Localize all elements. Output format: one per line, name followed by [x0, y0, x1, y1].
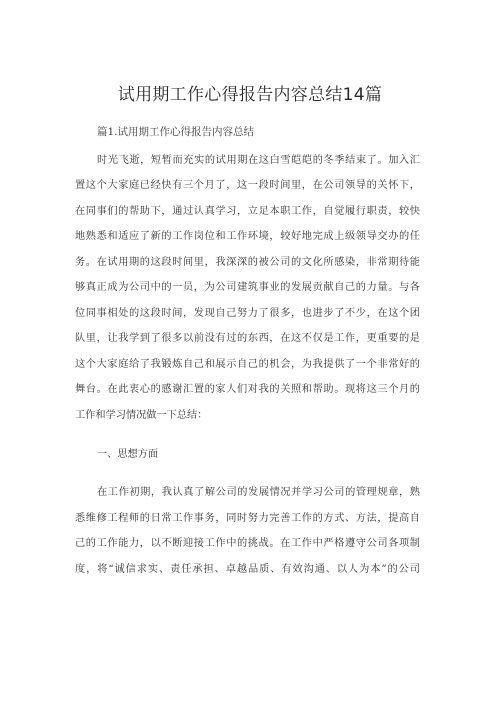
- paragraph-line: 这个大家庭给了我锻炼自己和展示自己的机会，为我提供了一个非常好的: [75, 359, 420, 370]
- paragraph-line: 时光飞逝，短暂而充实的试用期在这白雪皑皑的冬季结束了。加入汇: [97, 155, 420, 166]
- paragraph-line: 够真正成为公司中的一员，为公司建筑事业的发展贡献自己的力量。与各: [75, 282, 420, 293]
- paragraph-line: 度，将“诚信求实、责任承担、卓越品质、有效沟通、以人为本”的公司: [75, 564, 420, 575]
- document-title: 试用期工作心得报告内容总结14篇: [117, 85, 383, 105]
- paragraph-line: 队里，让我学到了很多以前没有过的东西，在这不仅是工作，更重要的是: [75, 333, 420, 344]
- paragraph-line: 舞台。在此衷心的感谢汇置的家人们对我的关照和帮助。现将这三个月的: [75, 384, 420, 395]
- paragraph-line: 位同事相处的这段时间，发现自己努力了很多，也进步了不少，在这个团: [75, 308, 420, 319]
- paragraph-line: 在同事们的帮助下，通过认真学习，立足本职工作，自觉履行职责，较快: [75, 206, 420, 217]
- paragraph-line: 在工作初期，我认真了解公司的发展情况并学习公司的管理规章，熟: [97, 487, 420, 498]
- paragraph-line: 悉维修工程师的日常工作事务，同时努力完善工作的方式、方法，提高自: [75, 513, 420, 524]
- paragraph-line: 地熟悉和适应了新的工作岗位和工作环境，较好地完成上级领导交办的任: [75, 231, 420, 242]
- paragraph-line: 工作和学习情况做一下总结：: [75, 410, 208, 421]
- section-heading: 一、思想方面: [97, 449, 159, 460]
- paragraph-line: 务。在试用期的这段时间里，我深深的被公司的文化所感染，非常期待能: [75, 257, 420, 268]
- paragraph-line: 置这个大家庭已经快有三个月了，这一段时间里，在公司领导的关怀下，: [75, 180, 420, 191]
- paragraph-line: 己的工作能力，以不断迎接工作中的挑战。在工作中严格遵守公司各项制: [75, 538, 420, 549]
- section-subtitle: 篇1.试用期工作心得报告内容总结: [97, 126, 255, 138]
